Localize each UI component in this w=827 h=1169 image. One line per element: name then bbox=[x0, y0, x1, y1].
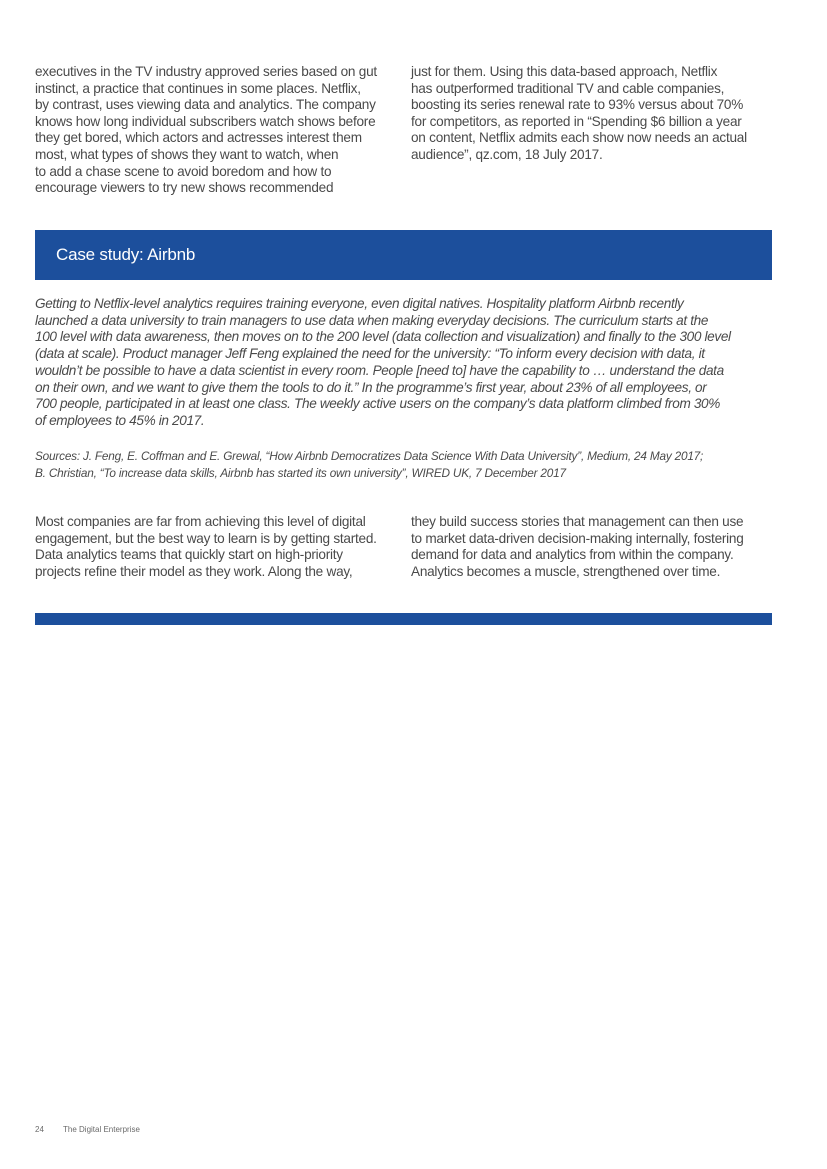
text-line: Analytics becomes a muscle, strengthened over time. bbox=[411, 563, 721, 579]
text-line: just for them. Using this data-based approach, Netflix bbox=[411, 64, 718, 79]
case-study-line: of employees to 45% in 2017. bbox=[35, 412, 205, 428]
closing-right-column bbox=[411, 514, 771, 580]
intro-right-column bbox=[411, 64, 771, 164]
case-study-line: 100 level with data awareness, then moves on to the 200 level (data collection and visualization) and finally to the 300 level bbox=[35, 329, 731, 345]
text-line: they get bored, which actors and actresses interest them bbox=[35, 130, 362, 146]
text-line: for competitors, as reported in “Spending $6 billion a year bbox=[411, 113, 742, 129]
text-line: executives in the TV industry approved series based on gut bbox=[35, 64, 377, 79]
case-study-title: Case study: Airbnb bbox=[56, 245, 196, 264]
text-line: boosting its series renewal rate to 93% versus about 70% bbox=[411, 97, 744, 113]
intro-left-column bbox=[35, 64, 395, 197]
case-study-line: wouldn’t be possible to have a data scientist in every room. People [need to] have the capability to … understand the data bbox=[35, 362, 724, 378]
case-study-line: Getting to Netflix-level analytics requires training everyone, even digital natives. Hospitality platform Airbnb recently bbox=[35, 296, 684, 311]
case-study-sources bbox=[35, 448, 775, 482]
text-line: on content, Netflix admits each show now needs an actual bbox=[411, 130, 747, 146]
text-line: instinct, a practice that continues in some places. Netflix, bbox=[35, 80, 361, 96]
case-study-line: on their own, and we want to give them the tools to do it.” In the programme’s first year, about 23% of all employees, or bbox=[35, 379, 707, 395]
text-line: knows how long individual subscribers watch shows before bbox=[35, 113, 376, 129]
case-study-banner bbox=[35, 230, 772, 280]
section-divider-bar bbox=[35, 613, 772, 625]
text-line: by contrast, uses viewing data and analytics. The company bbox=[35, 97, 376, 113]
text-line: audience”, qz.com, 18 July 2017. bbox=[411, 146, 603, 162]
publication-title: The Digital Enterprise bbox=[63, 1125, 140, 1134]
text-line: engagement, but the best way to learn is by getting started. bbox=[35, 530, 377, 546]
case-study-line: launched a data university to train managers to use data when making everyday decisions. The curriculum starts at the bbox=[35, 312, 709, 328]
text-line: encourage viewers to try new shows recommended bbox=[35, 180, 334, 196]
text-line: most, what types of shows they want to watch, when bbox=[35, 146, 339, 162]
text-line: demand for data and analytics from within the company. bbox=[411, 547, 734, 563]
page-number: 24 bbox=[35, 1125, 44, 1134]
text-line: they build success stories that management can then use bbox=[411, 514, 744, 529]
case-study-body bbox=[35, 296, 775, 430]
text-line: to add a chase scene to avoid boredom and how to bbox=[35, 163, 332, 179]
text-line: Most companies are far from achieving this level of digital bbox=[35, 514, 366, 529]
text-line: projects refine their model as they work. Along the way, bbox=[35, 563, 353, 579]
text-line: Data analytics teams that quickly start on high-priority bbox=[35, 547, 343, 563]
case-study-line: (data at scale). Product manager Jeff Feng explained the need for the university: “To inform every decision with data, it bbox=[35, 346, 705, 362]
closing-left-column bbox=[35, 514, 395, 580]
case-study-line: 700 people, participated in at least one class. The weekly active users on the company’s data platform climbed from 30% bbox=[35, 396, 720, 412]
source-line: B. Christian, “To increase data skills, Airbnb has started its own university”, WIRED UK, 7 December 2017 bbox=[35, 466, 566, 480]
source-line: Sources: J. Feng, E. Coffman and E. Grewal, “How Airbnb Democratizes Data Science With Data University”, Medium, 24 May 2017; bbox=[35, 449, 704, 463]
text-line: to market data-driven decision-making internally, fostering bbox=[411, 530, 744, 546]
text-line: has outperformed traditional TV and cable companies, bbox=[411, 80, 725, 96]
